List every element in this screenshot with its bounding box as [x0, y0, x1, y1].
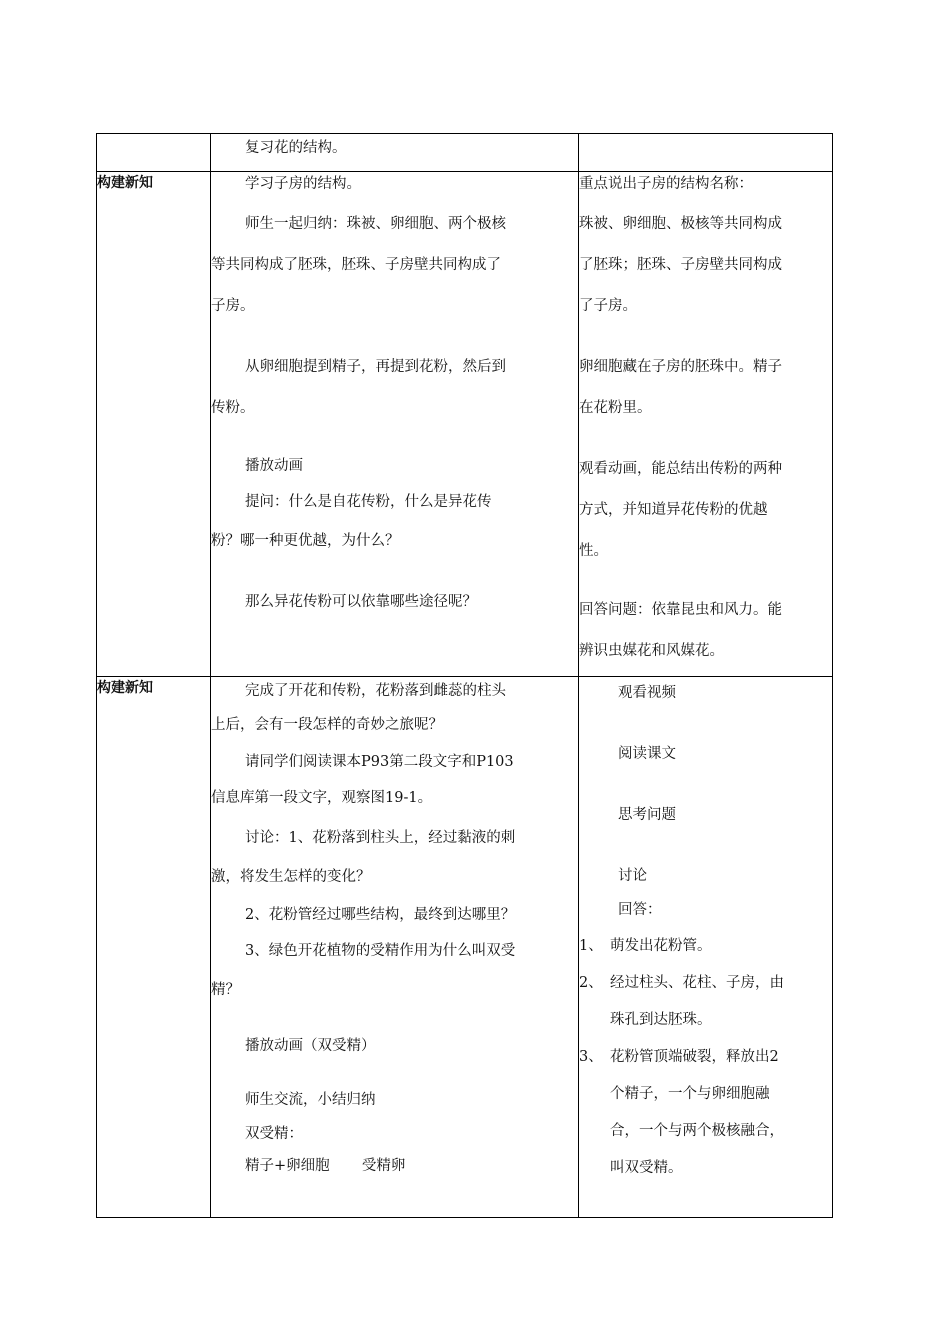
text-line: 请同学们阅读课本P93第二段文字和P103: [245, 754, 514, 770]
text-line: 经过柱头、花柱、子房，由: [610, 975, 784, 991]
text-line: 粉？哪一种更优越，为什么？: [211, 533, 400, 549]
list-item: [579, 1039, 832, 1187]
text-line: 讨论: [618, 868, 647, 884]
list-item: [579, 928, 832, 965]
text-line: 性。: [579, 543, 608, 559]
text-line: 信息库第一段文字，观察图19-1。: [211, 790, 433, 806]
text-line: 思考问题: [618, 807, 676, 823]
text-line: 播放动画（双受精）: [245, 1038, 376, 1054]
text-line: 等共同构成了胚珠，胚珠、子房壁共同构成了: [211, 257, 501, 273]
text-line: 叫双受精。: [610, 1160, 683, 1176]
text-line: 阅读课文: [618, 746, 676, 762]
table-row: [97, 677, 833, 1218]
text-line: 珠孔到达胚珠。: [610, 1012, 712, 1028]
text-line: 萌发出花粉管。: [610, 938, 712, 954]
text-line: 个精子，一个与卵细胞融: [610, 1086, 770, 1102]
text-line: 辨识虫媒花和风媒花。: [579, 643, 724, 659]
text-line: 精子+卵细胞 受精卵: [245, 1158, 406, 1174]
text-line: 学习子房的结构。: [245, 176, 361, 192]
list-item: [579, 965, 832, 1039]
text-line: 双受精：: [245, 1126, 303, 1142]
text-line: 观看动画，能总结出传粉的两种: [579, 461, 782, 477]
text-line: 提问：什么是自花传粉，什么是异花传: [245, 494, 492, 510]
text-line: 回答问题：依靠昆虫和风力。能: [579, 602, 782, 618]
text-line: 激，将发生怎样的变化？: [211, 869, 371, 885]
row-label: 构建新知: [97, 172, 211, 677]
text-line: 播放动画: [245, 458, 303, 474]
text-line: 复习花的结构。: [245, 140, 347, 156]
text-line: 3、绿色开花植物的受精作用为什么叫双受: [245, 943, 516, 959]
text-line: 合，一个与两个极核融合，: [610, 1123, 784, 1139]
table-row: [97, 172, 833, 677]
text-line: 卵细胞藏在子房的胚珠中。精子: [579, 359, 782, 375]
list-number: 1、: [579, 938, 603, 954]
teacher-activity-cell: [211, 677, 579, 1218]
text-line: 了胚珠；胚珠、子房壁共同构成: [579, 257, 782, 273]
text-line: 精？: [211, 982, 240, 998]
text-line: 2、花粉管经过哪些结构，最终到达哪里？: [245, 907, 516, 923]
text-line: 完成了开花和传粉，花粉落到雌蕊的柱头: [245, 683, 506, 699]
text-line: 在花粉里。: [579, 400, 652, 416]
text-line: 观看视频: [618, 685, 676, 701]
text-line: 回答：: [618, 902, 662, 918]
row-label: 构建新知: [97, 677, 211, 1218]
text-line: 从卵细胞提到精子，再提到花粉，然后到: [245, 359, 506, 375]
text-line: 讨论：1、花粉落到柱头上，经过黏液的刺: [245, 830, 516, 846]
text-line: 重点说出子房的结构名称：: [579, 176, 753, 192]
text-line: 了子房。: [579, 298, 637, 314]
row-label: [97, 134, 211, 172]
table-row: [97, 134, 833, 172]
list-number: 2、: [579, 975, 603, 991]
text-line: 珠被、卵细胞、极核等共同构成: [579, 216, 782, 232]
student-activity-cell: [579, 172, 833, 677]
text-line: 师生交流，小结归纳: [245, 1092, 376, 1108]
list-number: 3、: [579, 1049, 603, 1065]
text-line: 子房。: [211, 298, 255, 314]
text-line: 传粉。: [211, 400, 255, 416]
text-line: 上后，会有一段怎样的奇妙之旅呢？: [211, 717, 443, 733]
text-line: 师生一起归纳：珠被、卵细胞、两个极核: [245, 216, 506, 232]
teacher-activity-cell: [211, 172, 579, 677]
text-line: 花粉管顶端破裂，释放出2: [610, 1049, 779, 1065]
text-line: 那么异花传粉可以依靠哪些途径呢？: [245, 594, 477, 610]
lesson-plan-table: [96, 133, 833, 1218]
teacher-activity-cell: [211, 134, 579, 172]
student-activity-cell: [579, 677, 833, 1218]
text-line: 方式，并知道异花传粉的优越: [579, 502, 768, 518]
student-activity-cell: [579, 134, 833, 172]
